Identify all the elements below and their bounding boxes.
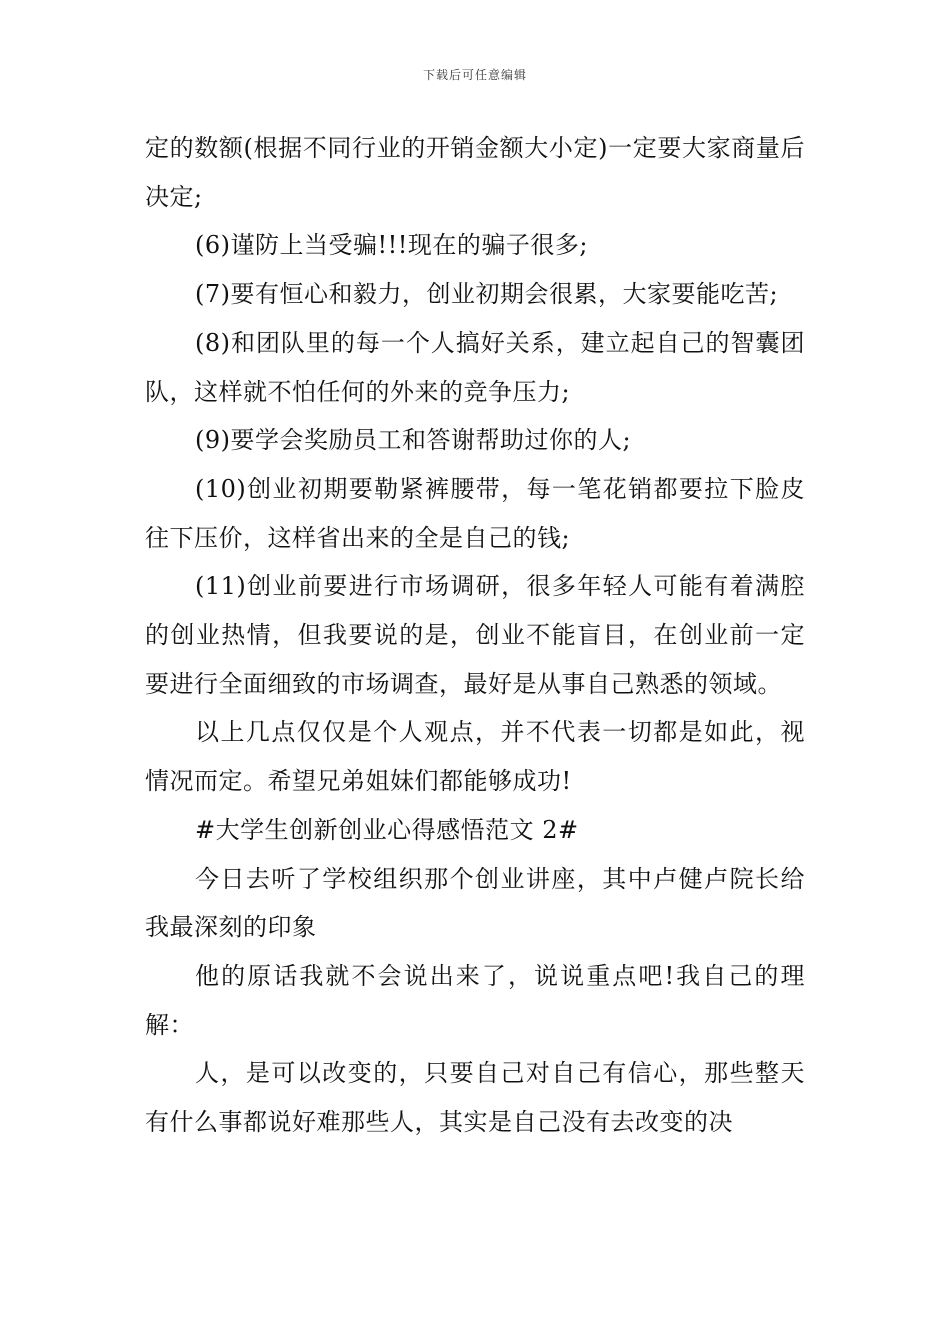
paragraph-continuation: 定的数额(根据不同行业的开销金额大小定)一定要大家商量后决定; [145, 134, 805, 211]
paragraph-item-8: (8)和团队里的每一个人搞好关系，建立起自己的智囊团队，这样就不怕任何的外来的竞争压力; [145, 328, 805, 406]
document-body [145, 124, 805, 1147]
paragraph-item-11: (11)创业前要进行市场调研，很多年轻人可能有着满腔的创业热情，但我要说的是，创业不能盲目，在创业前一定要进行全面细致的市场调查，最好是从事自己熟悉的领域。 [145, 572, 805, 698]
paragraph-item-9: (9)要学会奖励员工和答谢帮助过你的人; [195, 426, 632, 455]
paragraph-item-6: (6)谨防上当受骗!!!现在的骗子很多; [195, 231, 589, 260]
header-note: 下载后可任意编辑 [422, 68, 527, 82]
paragraph-item-10: (10)创业初期要勒紧裤腰带，每一笔花销都要拉下脸皮往下压价，这样省出来的全是自己的钱; [145, 474, 805, 552]
paragraph-change: 人，是可以改变的，只要自己对自己有信心，那些整天有什么事都说好难那些人，其实是自己没有去改变的决 [145, 1059, 805, 1137]
section-heading: #大学生创新创业心得感悟范文 2# [195, 815, 579, 844]
paragraph-summary: 以上几点仅仅是个人观点，并不代表一切都是如此，视情况而定。希望兄弟姐妹们都能够成功! [145, 718, 805, 796]
paragraph-understanding: 他的原话我就不会说出来了，说说重点吧!我自己的理解： [145, 961, 805, 1039]
paragraph-lecture: 今日去听了学校组织那个创业讲座，其中卢健卢院长给我最深刻的印象 [145, 864, 805, 942]
paragraph-item-7: (7)要有恒心和毅力，创业初期会很累，大家要能吃苦; [195, 280, 779, 309]
